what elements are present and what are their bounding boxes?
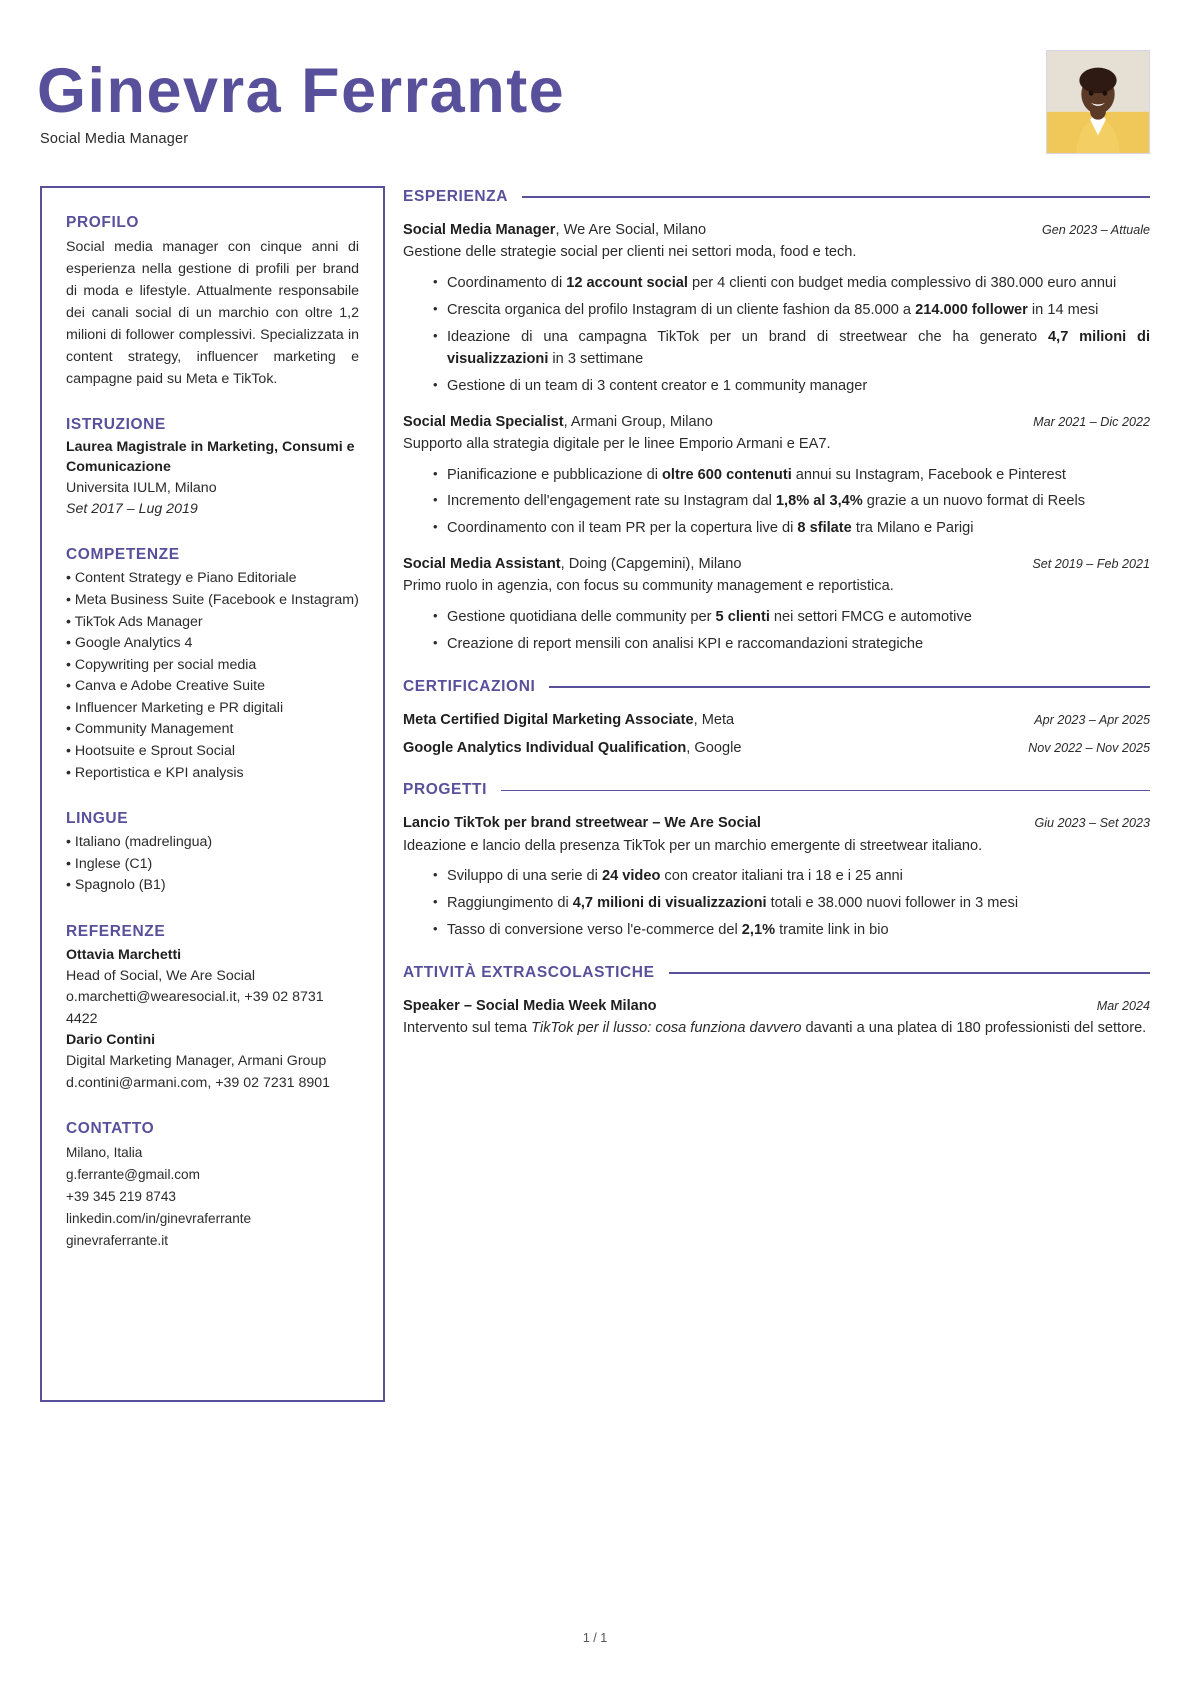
bullet-pre: Ideazione di una campagna TikTok per un brand di streetwear che ha generato <box>447 328 1049 345</box>
certification-dates: Apr 2023 – Apr 2025 <box>1034 713 1150 728</box>
list-item: • Influencer Marketing e PR digitali <box>66 699 284 716</box>
entry-company: , Doing (Capgemini), Milano <box>560 556 742 573</box>
reference-role: Digital Marketing Manager, Armani Group <box>66 1053 327 1070</box>
list-item: • Meta Business Suite (Facebook e Instagram) <box>66 591 359 608</box>
list-item: • Google Analytics 4 <box>66 635 193 652</box>
bullet-post: in 14 mesi <box>1027 301 1099 318</box>
job-title: Social Media Manager <box>40 131 189 147</box>
project-name: Lancio TikTok per brand streetwear – We Are Social <box>403 815 761 832</box>
section-header <box>403 781 1150 799</box>
section-title-extracurricular: ATTIVITÀ EXTRASCOLASTICHE <box>403 964 655 982</box>
section-certifications <box>403 678 1150 759</box>
page-title: Ginevra Ferrante <box>37 56 566 126</box>
entry-title <box>403 412 713 433</box>
section-divider <box>549 686 1150 688</box>
entry-header <box>403 220 1150 241</box>
reference-role: Head of Social, We Are Social <box>66 968 256 985</box>
list-item: • Inglese (C1) <box>66 855 153 872</box>
skills-list <box>66 568 359 784</box>
summary-pre: Intervento sul tema <box>403 1020 532 1037</box>
main-column <box>403 186 1150 1062</box>
entry-header <box>403 813 1150 834</box>
certification-name: Google Analytics Individual Qualification <box>403 740 687 757</box>
resume-header <box>37 44 1150 164</box>
bullet-pre: Coordinamento di <box>447 275 567 292</box>
entry-header <box>403 996 1150 1017</box>
bullet-item <box>433 518 1150 540</box>
bullet-highlight: 4,7 milioni di visualizzazioni <box>447 328 1151 367</box>
contact-location: Milano, Italia <box>66 1144 143 1160</box>
project-dates: Giu 2023 – Set 2023 <box>1034 816 1150 831</box>
entry-dates: Gen 2023 – Attuale <box>1041 223 1150 237</box>
bullet-item <box>433 866 1150 888</box>
experience-entry <box>403 412 1150 541</box>
summary-italic: TikTok per il lusso: cosa funziona davvero <box>531 1020 802 1037</box>
bullet-post: con creator italiani tra i 18 e i 25 anni <box>660 868 903 885</box>
entry-role: Social Media Manager <box>403 222 556 238</box>
bullet-post: tra Milano e Parigi <box>851 520 974 537</box>
bullet-pre: Incremento dell'engagement rate su Instagram dal <box>447 493 776 510</box>
education-degree: Laurea Magistrale in Marketing, Consumi e Comunicazione <box>66 439 355 475</box>
reference-item <box>66 1030 359 1094</box>
bullet-highlight: 12 account social <box>566 275 688 292</box>
entry-summary: Primo ruolo in agenzia, con focus su community management e reportistica. <box>403 578 894 595</box>
sidebar-section-references <box>66 923 359 1094</box>
section-extracurricular <box>403 964 1150 1040</box>
experience-entry <box>403 220 1150 398</box>
bullet-pre: Coordinamento con il team PR per la copertura live di <box>447 520 798 537</box>
entry-role: Social Media Specialist <box>403 413 564 430</box>
entry-dates: Mar 2021 – Dic 2022 <box>1033 414 1150 429</box>
reference-item <box>66 945 359 1030</box>
contact-website[interactable]: ginevraferrante.it <box>66 1233 169 1248</box>
bullet-post: in 3 settimane <box>548 350 644 367</box>
entry-dates: Set 2019 – Feb 2021 <box>1032 557 1150 572</box>
avatar <box>1046 50 1150 154</box>
bullet-pre: Creazione di report mensili con analisi KPI e raccomandazioni strategiche <box>447 636 924 653</box>
sidebar-section-skills <box>66 546 359 784</box>
languages-list <box>66 832 359 897</box>
education-school: Universita IULM, Milano <box>66 479 217 496</box>
sidebar-section-education <box>66 416 359 520</box>
entry-summary: Supporto alla strategia digitale per le linee Emporio Armani e EA7. <box>403 435 831 452</box>
section-title-projects: PROGETTI <box>403 781 488 799</box>
summary-post: davanti a una platea di 180 professionisti del settore. <box>801 1020 1147 1037</box>
bullet-highlight: 214.000 follower <box>915 301 1028 318</box>
section-divider <box>501 790 1150 792</box>
section-header <box>403 188 1150 206</box>
sidebar-heading-profile: PROFILO <box>66 214 140 231</box>
reference-contact: d.contini@armani.com, +39 02 7231 8901 <box>66 1074 331 1091</box>
certification-issuer: , Meta <box>693 712 735 729</box>
list-item: • Community Management <box>66 721 234 738</box>
bullet-item <box>433 634 1150 656</box>
bullet-highlight: 5 clienti <box>715 609 770 626</box>
list-item: • Canva e Adobe Creative Suite <box>66 678 265 695</box>
bullet-item <box>433 893 1150 915</box>
sidebar-heading-references: REFERENZE <box>66 922 166 940</box>
sidebar-section-contact <box>66 1120 359 1252</box>
bullet-item <box>433 327 1150 371</box>
project-summary: Ideazione e lancio della presenza TikTok per un marchio emergente di streetwear italiano. <box>403 837 983 854</box>
education-dates: Set 2017 – Lug 2019 <box>66 501 198 518</box>
bullet-pre: Gestione quotidiana delle community per <box>447 609 716 626</box>
page-footer <box>0 1631 1190 1645</box>
bullet-item <box>433 920 1150 942</box>
certification-row <box>403 738 1150 759</box>
list-item: • TikTok Ads Manager <box>66 613 203 630</box>
bullet-pre: Crescita organica del profilo Instagram di un cliente fashion da 85.000 a <box>447 301 916 318</box>
sidebar-heading-education: ISTRUZIONE <box>66 416 166 433</box>
bullet-pre: Sviluppo di una serie di <box>447 868 602 885</box>
bullet-item <box>433 300 1150 322</box>
entry-bullets <box>403 273 1150 397</box>
bullet-item <box>433 273 1150 295</box>
bullet-highlight: 1,8% al 3,4% <box>775 493 863 510</box>
project-bullets <box>403 866 1150 942</box>
entry-role: Social Media Assistant <box>403 556 561 573</box>
certification-row <box>403 710 1150 731</box>
sidebar-heading-skills: COMPETENZE <box>66 546 180 564</box>
bullet-pre: Pianificazione e pubblicazione di <box>447 466 662 483</box>
sidebar <box>40 186 385 1402</box>
resume-body <box>40 186 1150 1402</box>
entry-header <box>403 412 1150 433</box>
certification-title <box>403 710 734 731</box>
bullet-post: tramite link in bio <box>775 922 889 939</box>
list-item: • Reportistica e KPI analysis <box>66 764 244 781</box>
section-header <box>403 964 1150 982</box>
section-divider <box>669 972 1150 974</box>
list-item: • Hootsuite e Sprout Social <box>66 742 236 759</box>
entry-header <box>403 554 1150 575</box>
bullet-highlight: 4,7 milioni di visualizzazioni <box>572 895 767 912</box>
entry-title <box>403 220 706 241</box>
bullet-post: grazie a un nuovo format di Reels <box>862 493 1085 510</box>
entry-bullets <box>403 465 1150 541</box>
bullet-item <box>433 376 1150 398</box>
bullet-pre: Gestione di un team di 3 content creator e 1 community manager <box>447 377 868 394</box>
bullet-post: per 4 clienti con budget media complessivo di 380.000 euro annui <box>687 275 1117 292</box>
list-item: • Italiano (madrelingua) <box>66 834 213 851</box>
bullet-post: totali e 38.000 nuovi follower in 3 mesi <box>766 895 1019 912</box>
extracurricular-summary <box>403 1018 1150 1040</box>
extracurricular-entry <box>403 996 1150 1040</box>
section-experience <box>403 188 1150 656</box>
entry-title <box>403 554 742 575</box>
sidebar-section-languages <box>66 810 359 897</box>
reference-name: Dario Contini <box>66 1032 156 1049</box>
section-title-certifications: CERTIFICAZIONI <box>403 678 536 696</box>
reference-name: Ottavia Marchetti <box>66 946 182 963</box>
bullet-pre: Raggiungimento di <box>447 895 573 912</box>
header-identity <box>37 44 566 147</box>
extracurricular-title <box>403 996 657 1017</box>
certification-name: Meta Certified Digital Marketing Associate <box>403 712 694 729</box>
section-divider <box>522 196 1150 198</box>
bullet-highlight: 24 video <box>601 868 661 885</box>
reference-contact: o.marchetti@wearesocial.it, +39 02 8731 4422 <box>66 989 324 1027</box>
bullet-item <box>433 491 1150 513</box>
entry-bullets <box>403 607 1150 656</box>
bullet-highlight: 8 sfilate <box>797 520 852 537</box>
list-item: • Spagnolo (B1) <box>66 877 166 894</box>
bullet-post: annui su Instagram, Facebook e Pinterest <box>791 466 1066 483</box>
certification-issuer: , Google <box>686 740 742 757</box>
bullet-highlight: 2,1% <box>741 922 776 939</box>
section-projects <box>403 781 1150 942</box>
project-title <box>403 813 761 834</box>
contact-linkedin[interactable]: linkedin.com/in/ginevraferrante <box>66 1210 252 1226</box>
entry-company: , Armani Group, Milano <box>563 413 713 430</box>
entry-company: , We Are Social, Milano <box>555 222 707 238</box>
extracurricular-name: Speaker – Social Media Week Milano <box>403 998 657 1015</box>
sidebar-heading-contact: CONTATTO <box>66 1119 155 1137</box>
entry-summary: Gestione delle strategie social per clienti nei settori moda, food e tech. <box>403 244 857 261</box>
contact-email[interactable]: g.ferrante@gmail.com <box>66 1166 200 1182</box>
bullet-post: nei settori FMCG e automotive <box>769 609 972 626</box>
section-header <box>403 678 1150 696</box>
bullet-highlight: oltre 600 contenuti <box>662 466 792 483</box>
experience-entry <box>403 554 1150 656</box>
section-title-experience: ESPERIENZA <box>403 188 509 205</box>
bullet-item <box>433 465 1150 487</box>
certification-title <box>403 738 741 759</box>
sidebar-heading-languages: LINGUE <box>66 810 129 828</box>
list-item: • Copywriting per social media <box>66 656 257 673</box>
sidebar-section-profile <box>66 214 359 390</box>
certification-dates: Nov 2022 – Nov 2025 <box>1028 741 1150 756</box>
profile-photo-icon <box>1047 51 1149 153</box>
project-entry <box>403 813 1150 942</box>
page-indicator: 1 / 1 <box>582 1631 608 1645</box>
extracurricular-dates: Mar 2024 <box>1096 999 1150 1014</box>
list-item: • Content Strategy e Piano Editoriale <box>66 570 297 587</box>
contact-phone[interactable]: +39 345 219 8743 <box>66 1188 176 1204</box>
profile-text: Social media manager con cinque anni di esperienza nella gestione di profili per brand di moda e lifestyle. Attualmente responsabile dei canali social di un marchio con oltre 1,2 milioni di follower complessivi. Specializzata in content strategy, influencer marketing e campagne paid su Meta e TikTok. <box>66 239 359 387</box>
bullet-item <box>433 607 1150 629</box>
bullet-pre: Tasso di conversione verso l'e-commerce del <box>447 922 742 939</box>
